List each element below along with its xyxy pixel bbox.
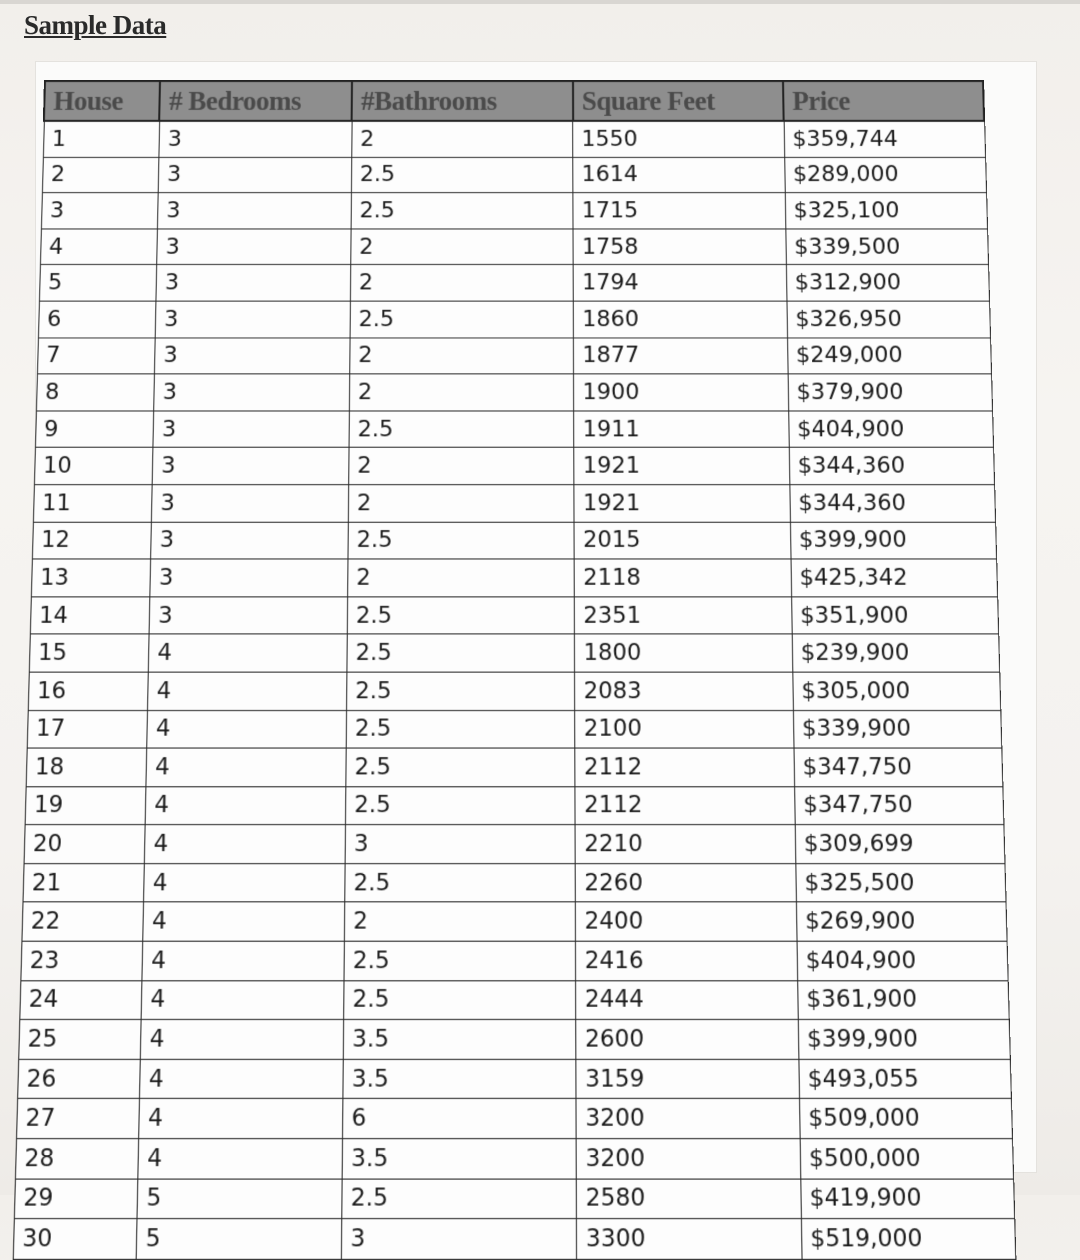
house-cell: 6 (38, 301, 156, 337)
price-cell: $309,699 (795, 825, 1005, 864)
bedrooms-cell: 5 (137, 1179, 342, 1219)
price-cell: $239,900 (792, 634, 1000, 672)
price-cell: $351,900 (791, 597, 998, 635)
square-feet-cell: 3200 (576, 1139, 800, 1179)
bathrooms-cell: 2 (350, 229, 573, 265)
bedrooms-cell: 3 (151, 522, 348, 559)
header-bedrooms: # Bedrooms (160, 81, 353, 121)
bedrooms-cell: 4 (141, 980, 344, 1019)
bedrooms-cell: 4 (139, 1059, 342, 1099)
square-feet-cell: 3300 (577, 1219, 802, 1259)
price-cell: $312,900 (786, 265, 989, 301)
bedrooms-cell: 4 (143, 864, 344, 903)
price-cell: $359,744 (784, 121, 985, 157)
house-cell: 8 (36, 374, 154, 411)
square-feet-cell: 1921 (574, 485, 790, 522)
price-cell: $325,500 (795, 864, 1005, 903)
table-row (21, 902, 1006, 941)
bathrooms-cell: 2.5 (346, 672, 575, 710)
house-cell: 14 (30, 597, 150, 635)
bedrooms-cell: 3 (154, 374, 350, 411)
house-cell: 13 (31, 559, 151, 596)
price-cell: $361,900 (797, 980, 1009, 1019)
bedrooms-cell: 5 (136, 1219, 341, 1259)
bedrooms-cell: 3 (157, 229, 351, 265)
square-feet-cell: 2260 (575, 864, 795, 903)
bedrooms-cell: 3 (156, 265, 351, 301)
price-cell: $347,750 (794, 786, 1003, 824)
table-header (44, 81, 984, 121)
bedrooms-cell: 4 (142, 941, 344, 980)
bedrooms-cell: 3 (153, 411, 349, 448)
bedrooms-cell: 3 (155, 301, 350, 337)
house-cell: 20 (24, 825, 146, 864)
top-border (0, 0, 1080, 4)
price-cell: $404,900 (788, 411, 993, 448)
bathrooms-cell: 2.5 (349, 411, 574, 448)
bathrooms-cell: 2.5 (350, 301, 574, 337)
bathrooms-cell: 2 (349, 337, 573, 374)
bathrooms-cell: 2 (348, 485, 574, 522)
table-row (28, 672, 1001, 710)
price-cell: $500,000 (800, 1139, 1013, 1179)
bathrooms-cell: 2.5 (348, 522, 575, 559)
house-cell: 2 (42, 157, 159, 193)
square-feet-cell: 2351 (575, 597, 792, 635)
header-house: House (44, 81, 161, 121)
table-row (31, 559, 997, 596)
bathrooms-cell: 2.5 (341, 1179, 576, 1219)
table-row (22, 864, 1005, 903)
bedrooms-cell: 4 (146, 748, 346, 786)
bedrooms-cell: 3 (157, 193, 351, 229)
table-row (26, 748, 1003, 786)
bedrooms-cell: 3 (159, 121, 352, 157)
bathrooms-cell: 6 (342, 1099, 576, 1139)
table-row (29, 634, 999, 672)
bedrooms-cell: 4 (145, 786, 345, 824)
square-feet-cell: 2118 (574, 559, 791, 596)
house-cell: 9 (35, 411, 154, 448)
table-row (34, 448, 994, 485)
price-cell: $305,000 (792, 672, 1000, 710)
price-cell: $419,900 (800, 1179, 1014, 1219)
house-cell: 4 (40, 229, 157, 265)
table-row (18, 1020, 1010, 1059)
bathrooms-cell: 2.5 (347, 634, 575, 672)
price-cell: $399,900 (798, 1020, 1010, 1059)
bathrooms-cell: 2 (350, 265, 573, 301)
bedrooms-cell: 3 (152, 448, 349, 485)
table-row (19, 980, 1008, 1019)
bedrooms-cell: 4 (140, 1020, 343, 1059)
table-row (39, 265, 989, 301)
bathrooms-cell: 2.5 (345, 748, 575, 786)
bathrooms-cell: 2 (349, 374, 574, 411)
square-feet-cell: 1877 (574, 337, 788, 374)
bedrooms-cell: 4 (147, 710, 347, 748)
bedrooms-cell: 4 (138, 1139, 342, 1179)
price-cell: $404,900 (797, 941, 1008, 980)
house-cell: 26 (17, 1059, 140, 1099)
price-cell: $399,900 (790, 522, 996, 559)
table-row (32, 522, 996, 559)
square-feet-cell: 2600 (576, 1020, 798, 1059)
house-cell: 15 (29, 634, 149, 672)
table-row (37, 337, 991, 374)
bathrooms-cell: 2.5 (344, 864, 575, 903)
house-cell: 12 (32, 522, 151, 559)
square-feet-cell: 2112 (575, 786, 795, 824)
price-cell: $289,000 (784, 157, 986, 193)
table-row (25, 786, 1004, 824)
bedrooms-cell: 3 (149, 597, 347, 635)
table-row (13, 1219, 1016, 1259)
price-cell: $326,950 (786, 301, 990, 337)
price-cell: $325,100 (785, 193, 987, 229)
table-row (27, 710, 1002, 748)
square-feet-cell: 2444 (576, 980, 798, 1019)
square-feet-cell: 1921 (574, 448, 789, 485)
house-cell: 17 (27, 710, 148, 748)
bedrooms-cell: 4 (147, 672, 346, 710)
table-row (30, 597, 998, 635)
table-row (41, 193, 987, 229)
bathrooms-cell: 2 (347, 559, 574, 596)
header-price: Price (783, 81, 984, 121)
square-feet-cell: 2083 (575, 672, 793, 710)
square-feet-cell: 2015 (574, 522, 790, 559)
bedrooms-cell: 4 (139, 1099, 343, 1139)
bathrooms-cell: 2 (344, 902, 576, 941)
bathrooms-cell: 3 (345, 825, 576, 864)
square-feet-cell: 1860 (573, 301, 787, 337)
bathrooms-cell: 3.5 (342, 1139, 577, 1179)
bathrooms-cell: 2.5 (346, 710, 575, 748)
house-cell: 30 (13, 1219, 137, 1259)
price-cell: $425,342 (791, 559, 998, 596)
bedrooms-cell: 3 (158, 157, 351, 193)
table-body (13, 121, 1016, 1259)
house-cell: 19 (25, 786, 146, 824)
square-feet-cell: 2400 (576, 902, 797, 941)
price-cell: $249,000 (787, 337, 991, 374)
square-feet-cell: 2100 (575, 710, 794, 748)
square-feet-cell: 1715 (573, 193, 785, 229)
table-row (17, 1059, 1011, 1099)
price-cell: $339,500 (785, 229, 988, 265)
price-cell: $269,900 (796, 902, 1007, 941)
square-feet-cell: 1550 (573, 121, 784, 157)
house-cell: 1 (43, 121, 160, 157)
table-row (38, 301, 990, 337)
house-cell: 21 (22, 864, 144, 903)
table-row (36, 374, 992, 411)
square-feet-cell: 1614 (573, 157, 785, 193)
square-feet-cell: 1800 (575, 634, 793, 672)
house-cell: 23 (20, 941, 142, 980)
square-feet-cell: 2416 (576, 941, 797, 980)
table-row (42, 157, 986, 193)
house-cell: 18 (26, 748, 147, 786)
bathrooms-cell: 2.5 (345, 786, 575, 824)
table-row (40, 229, 988, 265)
house-cell: 29 (14, 1179, 138, 1219)
house-cell: 7 (37, 337, 155, 374)
price-cell: $509,000 (799, 1099, 1012, 1139)
square-feet-cell: 1794 (573, 265, 786, 301)
price-cell: $379,900 (788, 374, 992, 411)
price-cell: $339,900 (793, 710, 1001, 748)
bedrooms-cell: 3 (151, 485, 348, 522)
bathrooms-cell: 2 (351, 121, 573, 157)
square-feet-cell: 1911 (574, 411, 789, 448)
table-row (33, 485, 995, 522)
house-cell: 27 (16, 1099, 139, 1139)
house-cell: 22 (21, 902, 143, 941)
header-row (44, 81, 984, 121)
header-bathrooms: #Bathrooms (352, 81, 573, 121)
table-row (14, 1179, 1014, 1219)
table-row (35, 411, 993, 448)
square-feet-cell: 2112 (575, 748, 794, 786)
bedrooms-cell: 4 (143, 902, 345, 941)
table-row (16, 1099, 1012, 1139)
sample-data-table (12, 80, 1017, 1260)
square-feet-cell: 1900 (574, 374, 788, 411)
house-cell: 3 (41, 193, 158, 229)
bedrooms-cell: 3 (154, 337, 349, 374)
house-cell: 5 (39, 265, 157, 301)
price-cell: $347,750 (793, 748, 1002, 786)
square-feet-cell: 2580 (577, 1179, 801, 1219)
house-cell: 24 (19, 980, 142, 1019)
house-cell: 10 (34, 448, 153, 485)
page-title: Sample Data (24, 10, 167, 40)
house-cell: 28 (15, 1139, 139, 1179)
house-cell: 25 (18, 1020, 141, 1059)
square-feet-cell: 3159 (576, 1059, 799, 1099)
price-cell: $344,360 (789, 485, 995, 522)
bathrooms-cell: 2.5 (351, 193, 573, 229)
table-row (24, 825, 1005, 864)
price-cell: $493,055 (798, 1059, 1011, 1099)
bathrooms-cell: 3 (341, 1219, 577, 1259)
bathrooms-cell: 2.5 (351, 157, 573, 193)
bathrooms-cell: 2 (348, 448, 574, 485)
bedrooms-cell: 3 (150, 559, 348, 596)
bathrooms-cell: 3.5 (343, 1020, 576, 1059)
bedrooms-cell: 4 (148, 634, 347, 672)
bathrooms-cell: 3.5 (343, 1059, 577, 1099)
house-cell: 11 (33, 485, 152, 522)
price-cell: $519,000 (801, 1219, 1015, 1259)
header-square-feet: Square Feet (573, 81, 784, 121)
bathrooms-cell: 2.5 (347, 597, 575, 635)
bathrooms-cell: 2.5 (344, 941, 576, 980)
table-row (15, 1139, 1013, 1179)
house-cell: 16 (28, 672, 148, 710)
table-row (43, 121, 985, 157)
square-feet-cell: 3200 (576, 1099, 799, 1139)
square-feet-cell: 2210 (575, 825, 795, 864)
square-feet-cell: 1758 (573, 229, 786, 265)
bedrooms-cell: 4 (144, 825, 345, 864)
price-cell: $344,360 (789, 448, 994, 485)
table-row (20, 941, 1007, 980)
bathrooms-cell: 2.5 (343, 980, 576, 1019)
